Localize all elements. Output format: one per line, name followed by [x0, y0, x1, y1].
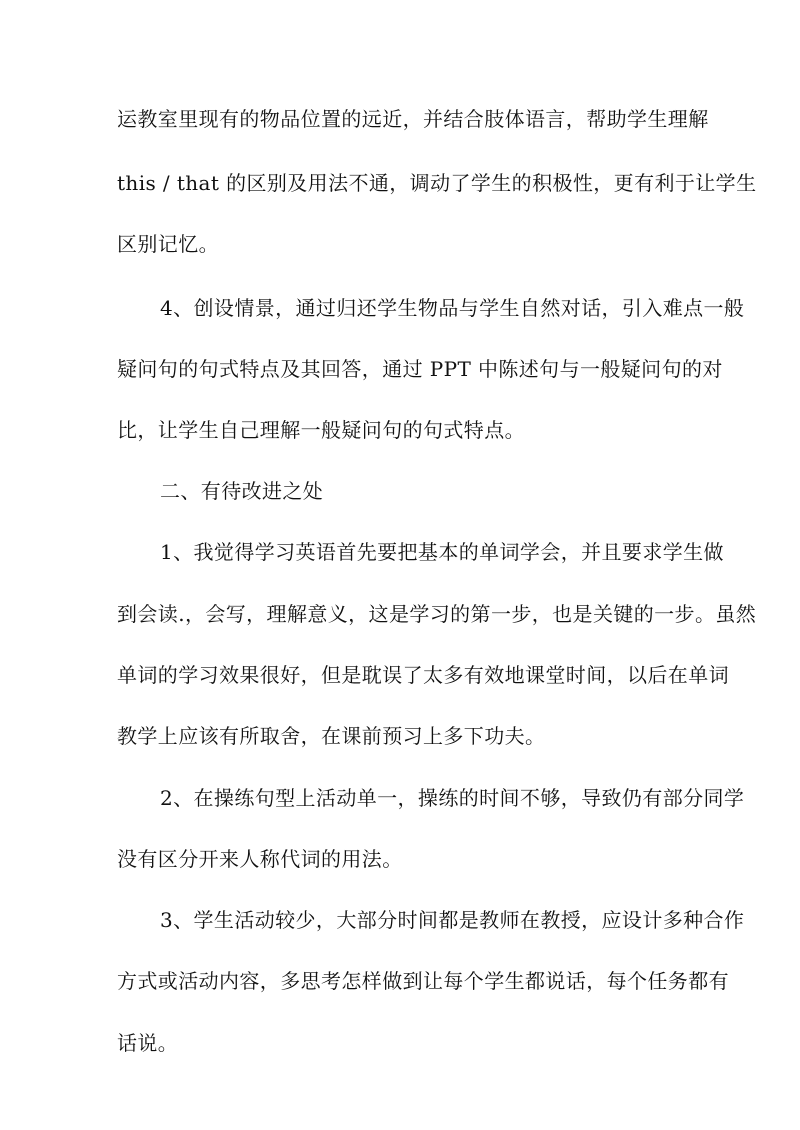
text-line: 运教室里现有的物品位置的远近，并结合肢体语言，帮助学生理解	[117, 107, 709, 131]
text-line: 没有区分开来人称代词的用法。	[117, 847, 403, 871]
text-line: 疑问句的句式特点及其回答，通过 PPT 中陈述句与一般疑问句的对	[117, 357, 723, 381]
paragraph-3-start: 3、学生活动较少，大部分时间都是教师在教授，应设计多种合作	[160, 908, 745, 932]
text-line: this / that 的区别及用法不通，调动了学生的积极性，更有利于让学生	[117, 171, 757, 195]
text-line: 话说。	[117, 1031, 179, 1055]
paragraph-1-start: 1、我觉得学习英语首先要把基本的单词学会，并且要求学生做	[160, 540, 724, 564]
text-line: 教学上应该有所取舍，在课前预习上多下功夫。	[117, 724, 546, 748]
text-line: 方式或活动内容，多思考怎样做到让每个学生都说话，每个任务都有	[117, 969, 729, 993]
text-line: 单词的学习效果很好，但是耽误了太多有效地课堂时间，以后在单词	[117, 663, 729, 687]
paragraph-4-start: 4、创设情景，通过归还学生物品与学生自然对话，引入难点一般	[160, 296, 745, 320]
section-heading: 二、有待改进之处	[160, 479, 324, 503]
paragraph-2-start: 2、在操练句型上活动单一，操练的时间不够，导致仍有部分同学	[160, 786, 745, 810]
text-line: 到会读.，会写，理解意义，这是学习的第一步，也是关键的一步。虽然	[117, 602, 757, 626]
text-line: 比，让学生自己理解一般疑问句的句式特点。	[117, 418, 525, 442]
text-line: 区别记忆。	[117, 232, 219, 256]
